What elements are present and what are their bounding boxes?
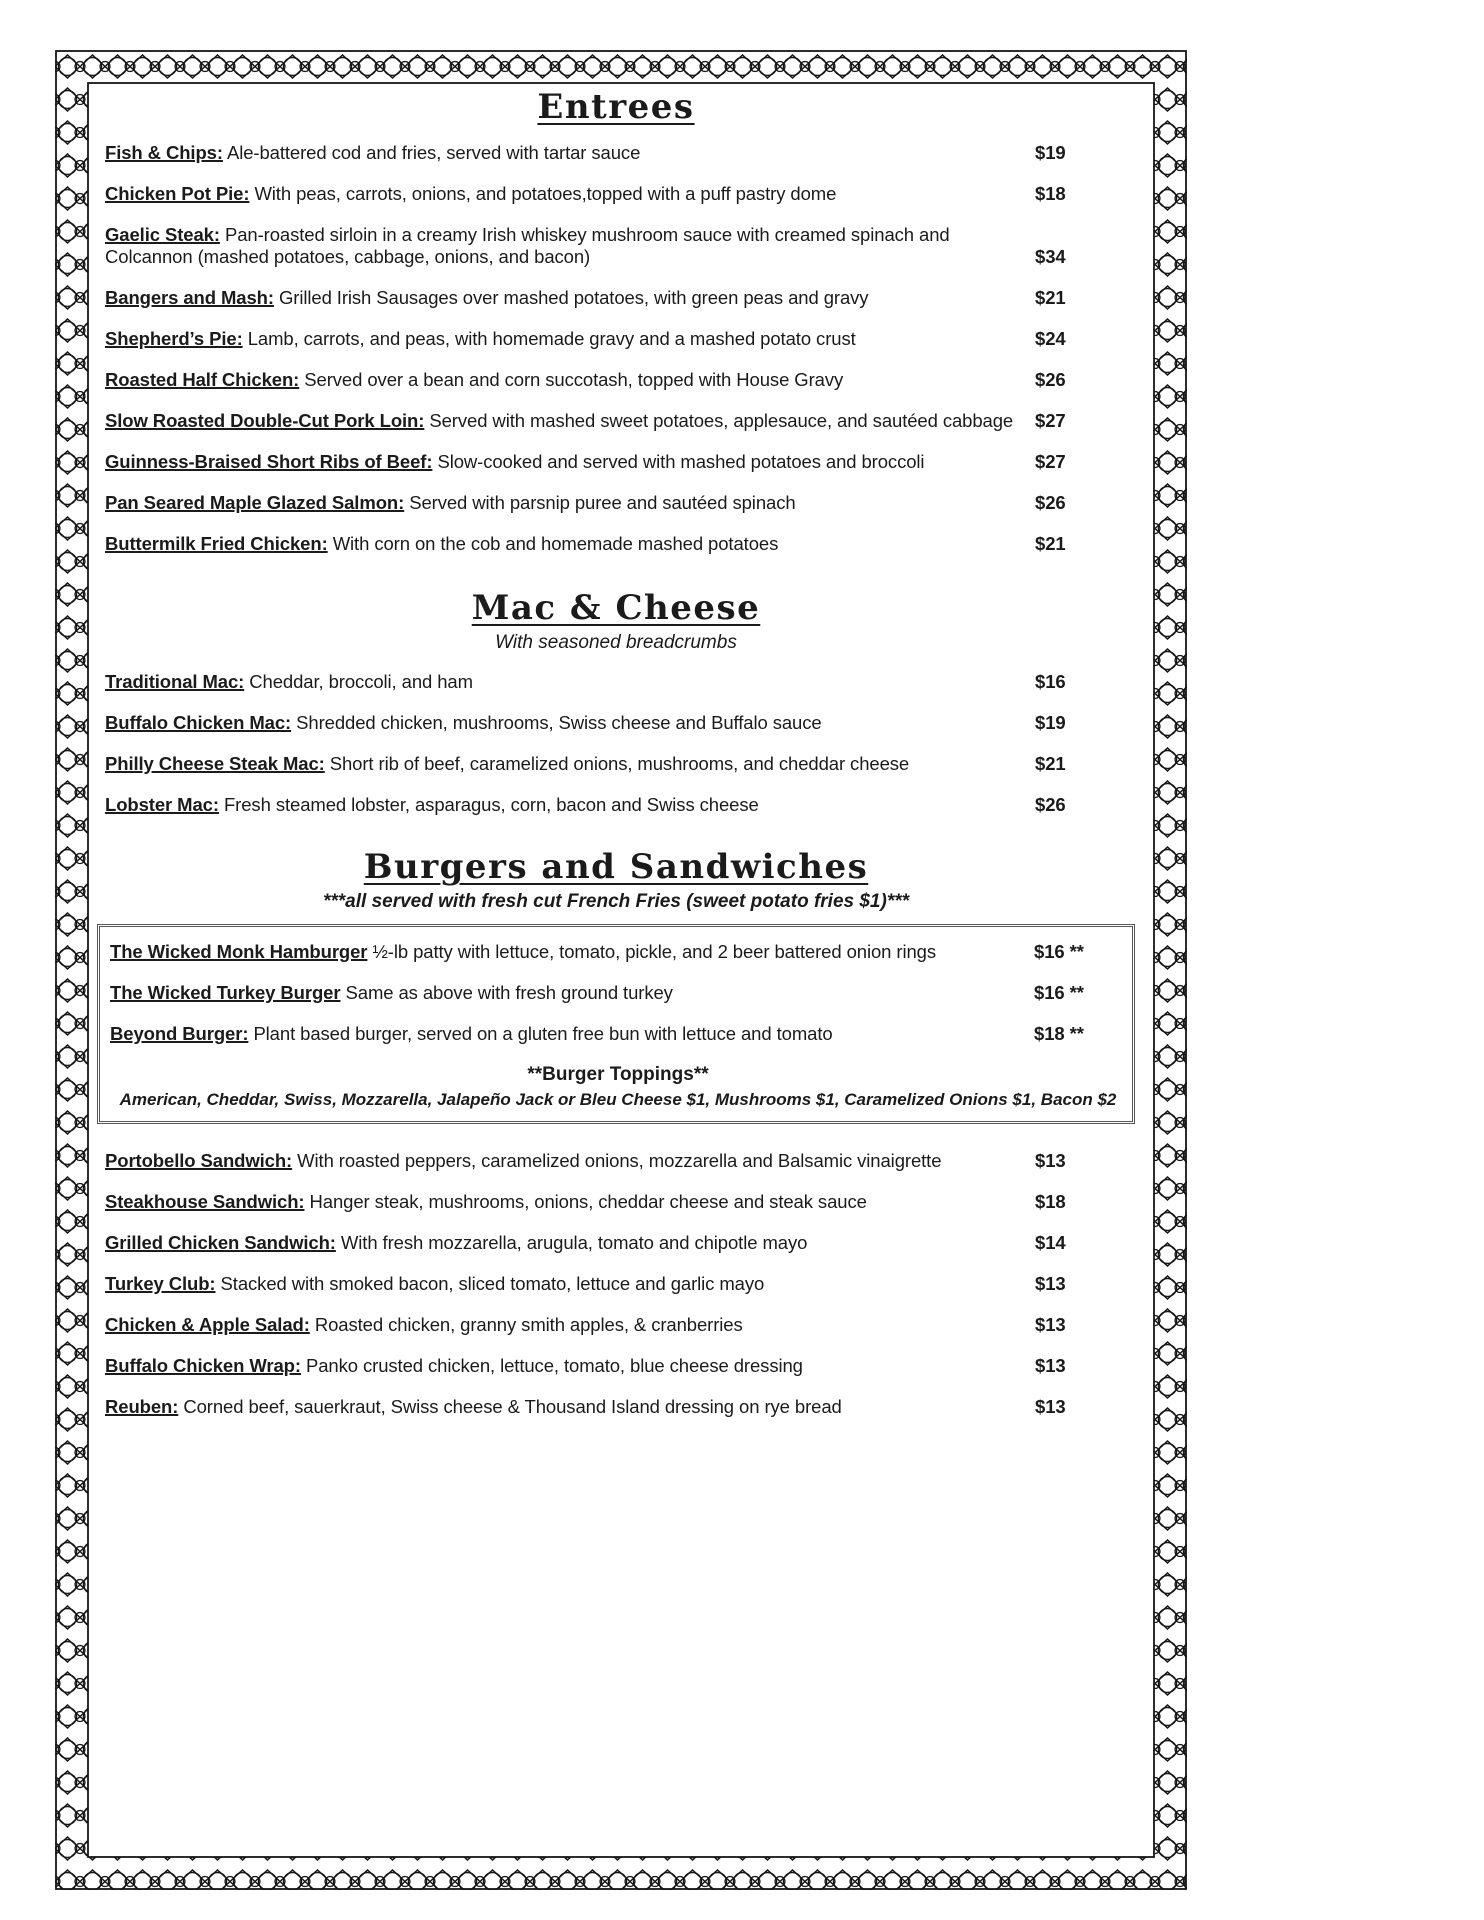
- item-price: $13: [1035, 1314, 1066, 1335]
- item-description: Short rib of beef, caramelized onions, mushrooms, and cheddar cheese: [329, 753, 910, 774]
- item-name: Grilled Chicken Sandwich:: [105, 1232, 336, 1253]
- menu-item: [105, 794, 1127, 816]
- menu-item: [105, 492, 1127, 514]
- item-description: ½-lb patty with lettuce, tomato, pickle, and 2 beer battered onion rings: [372, 941, 936, 962]
- item-description: Stacked with smoked bacon, sliced tomato, lettuce and garlic mayo: [220, 1273, 765, 1294]
- menu-item: [105, 369, 1127, 391]
- item-name: Turkey Club:: [105, 1273, 216, 1294]
- item-price: $21: [1035, 753, 1066, 774]
- section-subtitle-burgers: ***all served with fresh cut French Fries (sweet potato fries $1)***: [322, 891, 910, 912]
- item-price: $16 **: [1034, 941, 1084, 962]
- item-name: Bangers and Mash:: [105, 287, 274, 308]
- burger-specials-box: [97, 924, 1135, 1124]
- item-description: Ale-battered cod and fries, served with tartar sauce: [226, 142, 641, 163]
- item-price: $18 **: [1034, 1023, 1084, 1044]
- item-price: $16 **: [1034, 982, 1084, 1003]
- menu-item: [105, 753, 1127, 775]
- item-name: Roasted Half Chicken:: [105, 369, 300, 390]
- item-description: Slow-cooked and served with mashed potatoes and broccoli: [437, 451, 925, 472]
- item-description: Served with parsnip puree and sautéed spinach: [409, 492, 796, 513]
- menu-item: [105, 287, 1127, 309]
- menu-item: [105, 183, 1127, 205]
- item-price: $26: [1035, 369, 1066, 390]
- section-title-mac: Mac & Cheese: [471, 588, 761, 628]
- item-description: With corn on the cob and homemade mashed potatoes: [332, 533, 779, 554]
- menu-page: [55, 50, 1187, 1890]
- item-description: Corned beef, sauerkraut, Swiss cheese & Thousand Island dressing on rye bread: [183, 1396, 842, 1417]
- burger-toppings-list: American, Cheddar, Swiss, Mozzarella, Jalapeño Jack or Bleu Cheese $1, Mushrooms $1, Caramelized Onions $1, Bacon $2: [119, 1090, 1117, 1109]
- menu-item: [105, 451, 1127, 473]
- menu-item: [105, 142, 1127, 164]
- item-name: Fish & Chips:: [105, 142, 223, 163]
- item-price: $18: [1035, 183, 1066, 204]
- item-price: $19: [1035, 142, 1066, 163]
- item-description: Served with mashed sweet potatoes, applesauce, and sautéed cabbage: [429, 410, 1014, 431]
- item-name: Reuben:: [105, 1396, 179, 1417]
- item-description: With peas, carrots, onions, and potatoes,topped with a puff pastry dome: [254, 183, 837, 204]
- item-name: Shepherd’s Pie:: [105, 328, 243, 349]
- menu-item: [105, 1232, 1127, 1254]
- item-price: $16: [1035, 671, 1066, 692]
- item-price: $21: [1035, 287, 1066, 308]
- item-name: Buttermilk Fried Chicken:: [105, 533, 328, 554]
- item-name: Buffalo Chicken Mac:: [105, 712, 292, 733]
- item-description: Served over a bean and corn succotash, topped with House Gravy: [304, 369, 844, 390]
- item-description: Same as above with fresh ground turkey: [345, 982, 673, 1003]
- menu-item: [105, 671, 1127, 693]
- item-name: Chicken & Apple Salad:: [105, 1314, 310, 1335]
- item-description: With fresh mozzarella, arugula, tomato and chipotle mayo: [340, 1232, 808, 1253]
- item-name: The Wicked Turkey Burger: [110, 982, 341, 1003]
- item-price: $13: [1035, 1355, 1066, 1376]
- section-entrees: [105, 86, 1127, 555]
- item-description: Pan-roasted sirloin in a creamy Irish whiskey mushroom sauce with creamed spinach and Colcannon (mashed potatoes, cabbage, onions, and bacon): [105, 224, 950, 267]
- item-description: Plant based burger, served on a gluten free bun with lettuce and tomato: [253, 1023, 833, 1044]
- item-price: $26: [1035, 492, 1066, 513]
- item-name: Portobello Sandwich:: [105, 1150, 293, 1171]
- menu-item: [105, 1396, 1127, 1418]
- item-name: Lobster Mac:: [105, 794, 219, 815]
- section-title-entrees: Entrees: [537, 87, 695, 127]
- menu-item: [105, 712, 1127, 734]
- item-price: $24: [1035, 328, 1066, 349]
- item-price: $13: [1035, 1396, 1066, 1417]
- item-name: Philly Cheese Steak Mac:: [105, 753, 325, 774]
- section-subtitle-mac: With seasoned breadcrumbs: [495, 632, 737, 653]
- item-description: Grilled Irish Sausages over mashed potatoes, with green peas and gravy: [279, 287, 869, 308]
- item-description: With roasted peppers, caramelized onions, mozzarella and Balsamic vinaigrette: [297, 1150, 942, 1171]
- item-name: The Wicked Monk Hamburger: [110, 941, 368, 962]
- item-description: Panko crusted chicken, lettuce, tomato, blue cheese dressing: [305, 1355, 803, 1376]
- item-description: Cheddar, broccoli, and ham: [249, 671, 473, 692]
- menu-item: [105, 1191, 1127, 1213]
- menu-item: [105, 1150, 1127, 1172]
- item-price: $34: [1035, 246, 1066, 267]
- item-price: $13: [1035, 1150, 1066, 1171]
- sandwich-items: [105, 1150, 1127, 1418]
- item-price: $26: [1035, 794, 1066, 815]
- item-name: Steakhouse Sandwich:: [105, 1191, 305, 1212]
- menu-content: [89, 84, 1153, 1856]
- item-price: $19: [1035, 712, 1066, 733]
- item-name: Gaelic Steak:: [105, 224, 220, 245]
- item-name: Traditional Mac:: [105, 671, 245, 692]
- section-burgers-sandwiches: [105, 846, 1127, 1418]
- menu-item: [110, 982, 1126, 1004]
- menu-item: [105, 533, 1127, 555]
- item-description: Lamb, carrots, and peas, with homemade gravy and a mashed potato crust: [247, 328, 856, 349]
- item-price: $27: [1035, 451, 1066, 472]
- item-name: Slow Roasted Double-Cut Pork Loin:: [105, 410, 425, 431]
- item-price: $14: [1035, 1232, 1066, 1253]
- menu-item: [105, 1314, 1127, 1336]
- item-description: Hanger steak, mushrooms, onions, cheddar cheese and steak sauce: [309, 1191, 867, 1212]
- item-name: Chicken Pot Pie:: [105, 183, 250, 204]
- menu-item: [105, 410, 1127, 432]
- menu-item: [105, 1355, 1127, 1377]
- item-price: $27: [1035, 410, 1066, 431]
- section-mac-and-cheese: [105, 587, 1127, 816]
- item-price: $21: [1035, 533, 1066, 554]
- menu-item: [110, 941, 1126, 963]
- item-name: Guinness-Braised Short Ribs of Beef:: [105, 451, 433, 472]
- item-description: Fresh steamed lobster, asparagus, corn, bacon and Swiss cheese: [223, 794, 759, 815]
- menu-item: [105, 328, 1127, 350]
- section-title-burgers: Burgers and Sandwiches: [363, 847, 869, 887]
- item-name: Pan Seared Maple Glazed Salmon:: [105, 492, 405, 513]
- item-description: Roasted chicken, granny smith apples, & cranberries: [314, 1314, 743, 1335]
- item-price: $13: [1035, 1273, 1066, 1294]
- menu-item: [110, 1023, 1126, 1045]
- menu-item: [105, 224, 1127, 268]
- item-description: Shredded chicken, mushrooms, Swiss cheese and Buffalo sauce: [296, 712, 822, 733]
- item-price: $18: [1035, 1191, 1066, 1212]
- burger-toppings-title: **Burger Toppings**: [527, 1064, 709, 1085]
- item-name: Beyond Burger:: [110, 1023, 249, 1044]
- entrees-items: [105, 142, 1127, 555]
- item-name: Buffalo Chicken Wrap:: [105, 1355, 301, 1376]
- mac-items: [105, 671, 1127, 816]
- menu-item: [105, 1273, 1127, 1295]
